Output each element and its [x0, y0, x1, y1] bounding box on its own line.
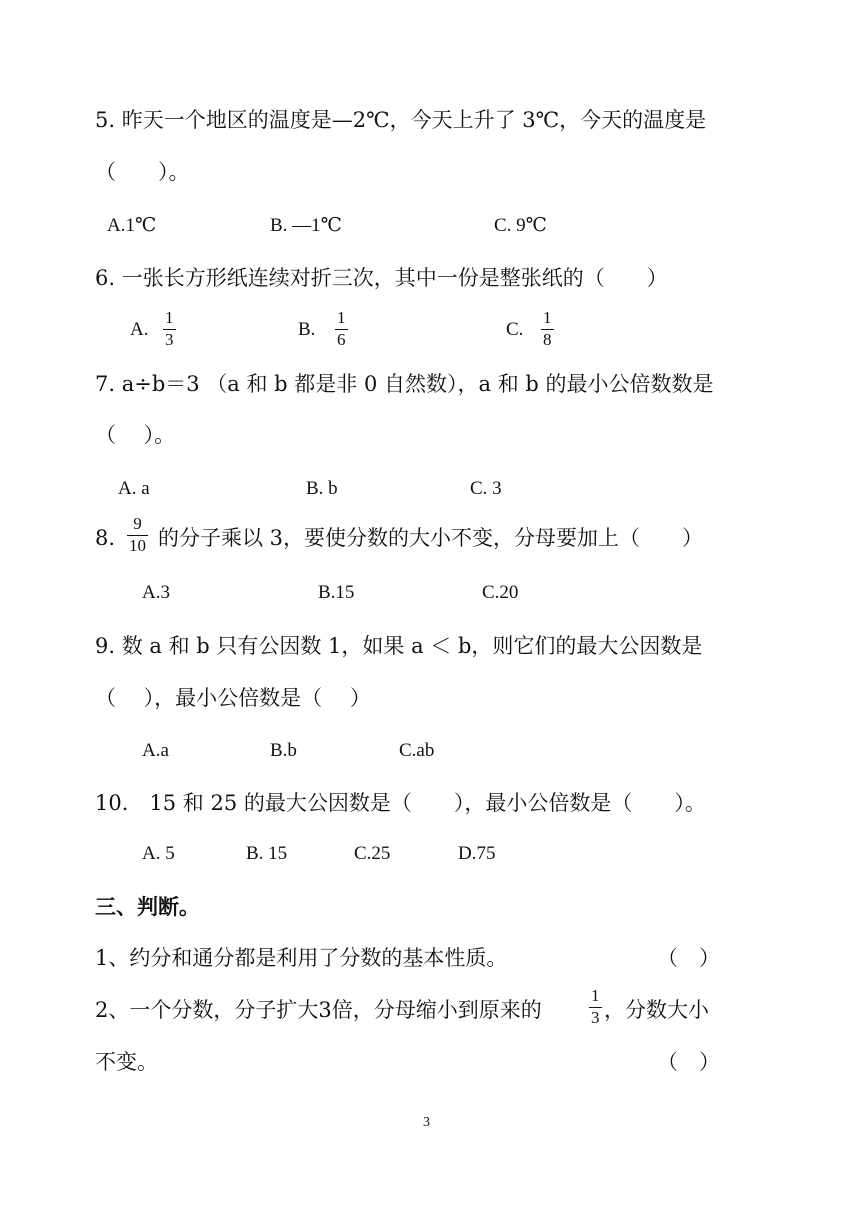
section-heading: 三、判断。	[95, 894, 200, 919]
judge-item-2-tail: ，分数大小	[604, 998, 709, 1022]
q6-option-b-label: B.	[298, 319, 316, 340]
fraction-numerator: 1	[543, 308, 552, 327]
q5-text: 5. 昨天一个地区的温度是—2℃，今天上升了 3℃，今天的温度是	[95, 108, 707, 132]
q10-option-a: A. 5	[142, 843, 175, 864]
fraction-numerator: 1	[591, 986, 600, 1005]
q8-option-c: C.20	[482, 582, 519, 603]
fraction-numerator: 1	[337, 308, 346, 327]
q7-blank: （ ）。	[95, 423, 176, 447]
judge-item-1-text: 1、约分和通分都是利用了分数的基本性质。	[95, 946, 508, 970]
fraction-denominator: 8	[543, 330, 552, 349]
judge-item-1-blank: （ ）	[657, 946, 720, 970]
q5-option-a: A.1℃	[107, 215, 157, 236]
q8-number: 8.	[95, 526, 116, 550]
q9-option-b: B.b	[270, 740, 297, 761]
q7-text: 7. a÷b＝3 （a 和 b 都是非 0 自然数），a 和 b 的最小公倍数数是	[95, 372, 714, 396]
q6-option-a-fraction	[163, 309, 176, 349]
q9-option-c: C.ab	[399, 740, 435, 761]
q10-text: 10. 15 和 25 的最大公因数是（ ），最小公倍数是（ ）。	[95, 791, 706, 815]
fraction-numerator: 9	[133, 514, 142, 533]
q5-option-c: C. 9℃	[494, 215, 547, 236]
q6-option-c-label: C.	[506, 319, 524, 340]
judge-item-2-continuation: 不变。	[95, 1050, 158, 1074]
fraction-denominator: 6	[337, 330, 346, 349]
q8-option-a: A.3	[142, 582, 170, 603]
q8-option-b: B.15	[318, 582, 355, 603]
q9-option-a: A.a	[142, 740, 169, 761]
q10-option-d: D.75	[458, 843, 496, 864]
q9-blanks: （ ），最小公倍数是（ ）	[95, 686, 371, 710]
q6-option-c-fraction	[541, 309, 554, 349]
q6-option-b-fraction	[335, 309, 348, 349]
q5-blank: （ ）。	[95, 160, 190, 184]
fraction-numerator: 1	[165, 308, 174, 327]
q10-option-c: C.25	[354, 843, 391, 864]
q9-text: 9. 数 a 和 b 只有公因数 1，如果 a ＜ b，则它们的最大公因数是	[95, 634, 703, 658]
judge-item-2-fraction	[589, 987, 602, 1027]
q8-fraction	[127, 515, 148, 555]
judge-item-2-blank: （ ）	[657, 1050, 720, 1074]
q6-text: 6. 一张长方形纸连续对折三次，其中一份是整张纸的（ ）	[95, 266, 668, 290]
page-number: 3	[423, 1115, 430, 1130]
fraction-denominator: 10	[129, 536, 146, 555]
q7-option-c: C. 3	[470, 478, 502, 499]
q7-option-a: A. a	[118, 478, 150, 499]
q6-option-a-label: A.	[130, 319, 149, 340]
q7-option-b: B. b	[306, 478, 338, 499]
q10-option-b: B. 15	[246, 843, 288, 864]
fraction-denominator: 3	[591, 1008, 600, 1027]
q5-option-b: B. —1℃	[270, 215, 342, 236]
judge-item-2-text: 2、一个分数，分子扩大3倍，分母缩小到原来的	[95, 998, 542, 1022]
q8-text: 的分子乘以 3，要使分数的大小不变，分母要加上（ ）	[158, 526, 704, 550]
fraction-denominator: 3	[165, 330, 174, 349]
